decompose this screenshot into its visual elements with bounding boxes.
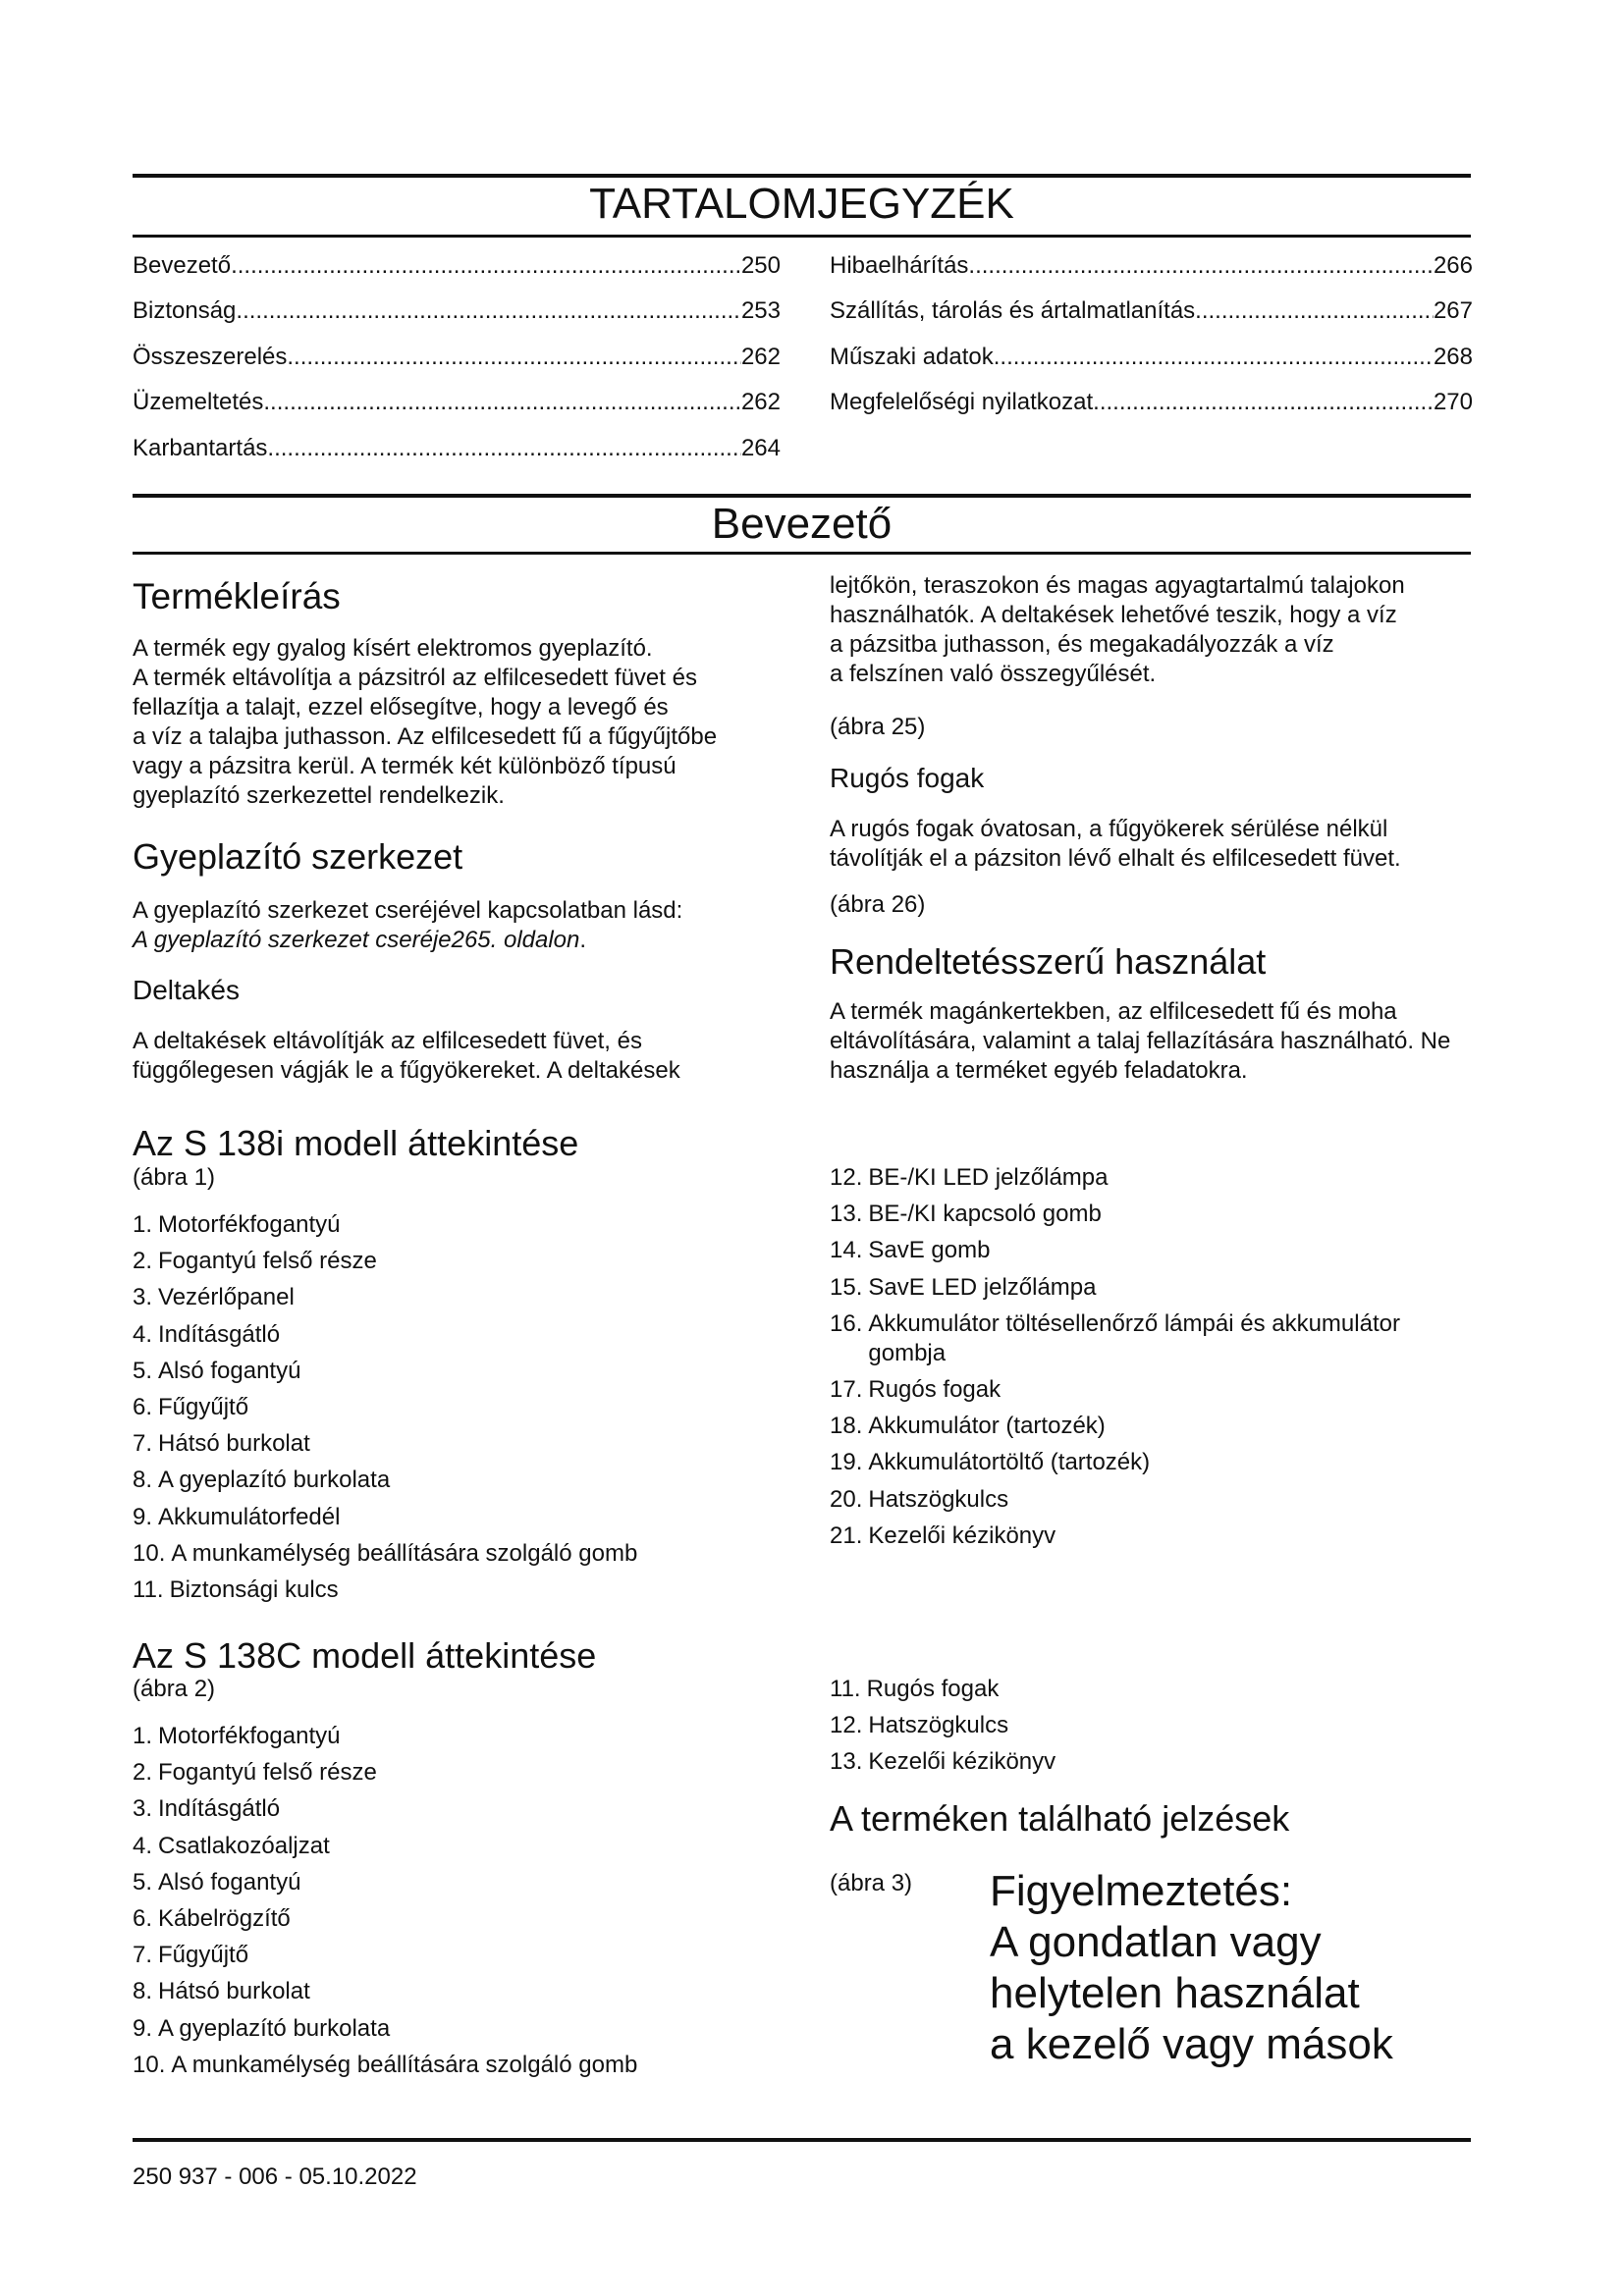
list-item <box>133 1868 771 1897</box>
list-item <box>133 1794 771 1824</box>
list-item-text: Kezelői kézikönyv <box>868 1748 1056 1776</box>
list-item-text: Kábelrögzítő <box>158 1904 291 1932</box>
toc-top-rule <box>133 174 1471 178</box>
list-item-number: 4. <box>133 1320 153 1348</box>
list-item <box>830 1675 1468 1704</box>
toc-entry[interactable]: Karbantartás ..... 264 <box>133 434 781 463</box>
list-item-number: 10. <box>133 2051 166 2078</box>
list-item <box>133 1832 771 1861</box>
delta-text-left: A deltakések eltávolítják az elfilcesedett füvet, és függőlegesen vágják le a fűgyökereket. A deltakések <box>133 1028 680 1084</box>
s138c-list-right <box>830 1675 1468 1785</box>
list-item-number: 9. <box>133 1503 153 1530</box>
list-item-text: Hátsó burkolat <box>158 1978 310 2005</box>
list-item <box>830 1200 1468 1229</box>
list-item-text: Alsó fogantyú <box>158 1868 301 1896</box>
list-item-number: 6. <box>133 1393 153 1420</box>
list-item-number: 2. <box>133 1759 153 1787</box>
symbols-figure-ref: (ábra 3) <box>830 1870 913 1896</box>
list-item-number: 8. <box>133 1978 153 2005</box>
list-item-text: Indításgátló <box>158 1320 281 1348</box>
list-item-text: A munkamélység beállítására szolgáló gomb <box>171 2051 638 2078</box>
delta-text-right: lejtőkön, teraszokon és magas agyagtartalmú talajokon használhatók. A deltakések lehetővé teszik, hogy a víz a pázsitba juthasson, és megakadályozzák a víz a felszínen való összegyűlését. <box>830 572 1405 687</box>
list-item-text: Kezelői kézikönyv <box>868 1522 1056 1549</box>
list-item-text: Indításgátló <box>158 1795 281 1823</box>
list-item-number: 11. <box>133 1575 164 1603</box>
list-item-text: SavE LED jelzőlámpa <box>868 1273 1097 1301</box>
intro-title: Bevezető <box>711 500 893 548</box>
list-item-text: Csatlakozóaljzat <box>158 1832 330 1859</box>
toc-entry[interactable]: Hibaelhárítás ..... 266 <box>830 251 1473 281</box>
list-item-number: 15. <box>830 1273 863 1301</box>
list-item-number: 18. <box>830 1413 863 1440</box>
warning-text: Figyelmeztetés: A gondatlan vagy helytelen használat a kezelő vagy mások <box>990 1867 1393 2068</box>
list-item-number: 16. <box>830 1309 863 1337</box>
use-heading: Rendeltetésszerű használat <box>830 941 1267 982</box>
list-item-text: Fűgyűjtő <box>158 1942 249 1969</box>
list-item-number: 5. <box>133 1357 153 1384</box>
footer-rule <box>133 2138 1471 2142</box>
list-item <box>830 1375 1468 1405</box>
list-item-number: 5. <box>133 1868 153 1896</box>
list-item-text: Akkumulátortöltő (tartozék) <box>868 1449 1151 1476</box>
list-item-number: 14. <box>830 1237 863 1264</box>
list-item <box>830 1236 1468 1265</box>
list-item-number: 2. <box>133 1248 153 1275</box>
list-item <box>133 1247 771 1276</box>
list-item-text: SavE gomb <box>868 1237 991 1264</box>
intro-top-rule <box>133 494 1471 498</box>
s138i-heading: Az S 138i modell áttekintése <box>133 1123 579 1163</box>
list-item <box>133 1941 771 1970</box>
list-item <box>830 1412 1468 1441</box>
spring-figure-ref: (ábra 26) <box>830 891 926 918</box>
list-item-text: Fogantyú felső része <box>158 1759 377 1787</box>
list-item-text: Vezérlőpanel <box>158 1284 295 1311</box>
list-item <box>133 1429 771 1459</box>
list-item-text: Rugós fogak <box>868 1375 1001 1403</box>
list-item <box>830 1163 1468 1193</box>
list-item-text: Biztonsági kulcs <box>169 1575 339 1603</box>
toc-entry[interactable]: Összeszerelés ..... 262 <box>133 343 781 372</box>
list-item-number: 1. <box>133 1211 153 1238</box>
list-item <box>830 1711 1468 1740</box>
list-item-text: Fogantyú felső része <box>158 1248 377 1275</box>
footer-code: 250 937 - 006 - 05.10.2022 <box>133 2163 417 2190</box>
list-item-text: Motorfékfogantyú <box>158 1723 341 1749</box>
list-item <box>830 1448 1468 1477</box>
list-item-number: 3. <box>133 1795 153 1823</box>
list-item <box>133 1210 771 1240</box>
list-item <box>133 1539 771 1569</box>
list-item-text: Akkumulátor (tartozék) <box>868 1413 1106 1440</box>
scarifier-heading: Gyeplazító szerkezet <box>133 836 463 877</box>
list-item-number: 9. <box>133 2014 153 2042</box>
list-item-number: 20. <box>830 1485 863 1513</box>
s138i-figure-ref: (ábra 1) <box>133 1164 216 1191</box>
toc-entry[interactable]: Biztonság ..... 253 <box>133 296 781 326</box>
list-item <box>830 1522 1468 1551</box>
list-item-number: 7. <box>133 1942 153 1969</box>
list-item-text: Alsó fogantyú <box>158 1357 301 1384</box>
list-item-text: BE-/KI LED jelzőlámpa <box>868 1164 1109 1191</box>
list-item <box>133 1393 771 1422</box>
delta-figure-ref: (ábra 25) <box>830 714 926 740</box>
list-item <box>830 1273 1468 1303</box>
list-item-text: A gyeplazító burkolata <box>158 2014 391 2042</box>
list-item <box>830 1485 1468 1515</box>
s138i-list-left <box>133 1210 771 1612</box>
list-item-text: Hatszögkulcs <box>868 1485 1009 1513</box>
list-item-number: 12. <box>830 1164 863 1191</box>
list-item-number: 17. <box>830 1375 863 1403</box>
list-item <box>133 1320 771 1350</box>
list-item-number: 11. <box>830 1676 861 1702</box>
list-item-number: 1. <box>133 1723 153 1749</box>
product-heading: Termékleírás <box>133 576 341 616</box>
list-item-number: 19. <box>830 1449 863 1476</box>
list-item-number: 12. <box>830 1712 863 1739</box>
toc-title: TARTALOMJEGYZÉK <box>589 180 1014 228</box>
list-item-text: BE-/KI kapcsoló gomb <box>868 1201 1102 1228</box>
list-item <box>133 1357 771 1386</box>
list-item <box>133 1283 771 1312</box>
list-item-text: Fűgyűjtő <box>158 1393 249 1420</box>
list-item <box>133 2051 771 2080</box>
list-item <box>133 1575 771 1605</box>
list-item-text: A munkamélység beállítására szolgáló gomb <box>171 1539 638 1567</box>
toc-entry[interactable]: Üzemeltetés ..... 262 <box>133 388 781 417</box>
scarifier-link[interactable]: A gyeplazító szerkezet cseréje265. oldalon <box>133 927 580 953</box>
toc-entry[interactable]: Megfelelőségi nyilatkozat ..... 270 <box>830 388 1473 417</box>
spring-text: A rugós fogak óvatosan, a fűgyökerek sérülése nélkül távolítják el a pázsiton lévő elhalt és elfilcesedett füvet. <box>830 816 1401 872</box>
toc-entry[interactable]: Bevezető ..... 250 <box>133 251 781 281</box>
toc-bottom-rule <box>133 235 1471 238</box>
list-item-number: 7. <box>133 1430 153 1458</box>
list-item-number: 3. <box>133 1284 153 1311</box>
list-item <box>133 1977 771 2006</box>
toc-entry[interactable]: Műszaki adatok ..... 268 <box>830 343 1473 372</box>
list-item <box>133 1904 771 1934</box>
list-item <box>133 1503 771 1532</box>
list-item-text: Motorfékfogantyú <box>158 1211 341 1238</box>
list-item-number: 10. <box>133 1539 166 1567</box>
symbols-heading: A terméken található jelzések <box>830 1798 1290 1839</box>
list-item <box>133 1758 771 1788</box>
list-item <box>133 1466 771 1495</box>
scarifier-text: A gyeplazító szerkezet cseréjével kapcsolatban lásd: A gyeplazító szerkezet cseréje265. oldalon. <box>133 897 683 953</box>
s138c-figure-ref: (ábra 2) <box>133 1676 216 1702</box>
list-item <box>830 1747 1468 1777</box>
use-text: A termék magánkertekben, az elfilcesedett fű és moha eltávolítására, valamint a talaj fellazítására használható. Ne használja a terméket egyéb feladatokra. <box>830 998 1451 1084</box>
s138i-list-right <box>830 1163 1468 1558</box>
product-text: A termék egy gyalog kísért elektromos gyeplazító. A termék eltávolítja a pázsitról az elfilcesedett füvet és fellazítja a talajt, ezzel elősegítve, hogy a levegő és a víz a talajba juthasson. Az elfilcesedett fű a fűgyűjtőbe vagy a pázsitra kerül. A termék két különböző típusú gyeplazító szerkezettel rendelkezik. <box>133 635 718 809</box>
list-item <box>133 2014 771 2044</box>
list-item-text: Rugós fogak <box>866 1676 1000 1702</box>
intro-bottom-rule <box>133 552 1471 555</box>
s138c-heading: Az S 138C modell áttekintése <box>133 1635 597 1676</box>
list-item-text: A gyeplazító burkolata <box>158 1467 391 1494</box>
toc-entry[interactable]: Szállítás, tárolás és ártalmatlanítás ..... 267 <box>830 296 1473 326</box>
list-item-number: 4. <box>133 1832 153 1859</box>
list-item-number: 6. <box>133 1904 153 1932</box>
list-item <box>133 1722 771 1751</box>
s138c-list-left <box>133 1722 771 2087</box>
list-item <box>830 1309 1468 1368</box>
list-item-text: Hátsó burkolat <box>158 1430 310 1458</box>
list-item-number: 13. <box>830 1201 863 1228</box>
list-item-number: 13. <box>830 1748 863 1776</box>
list-item-text: Akkumulátorfedél <box>158 1503 341 1530</box>
spring-heading: Rugós fogak <box>830 763 985 793</box>
delta-heading: Deltakés <box>133 975 240 1005</box>
list-item-text: Hatszögkulcs <box>868 1712 1009 1739</box>
list-item-number: 8. <box>133 1467 153 1494</box>
list-item-number: 21. <box>830 1522 863 1549</box>
list-item-text: Akkumulátor töltésellenőrző lámpái és akkumulátor gombja <box>868 1309 1400 1366</box>
